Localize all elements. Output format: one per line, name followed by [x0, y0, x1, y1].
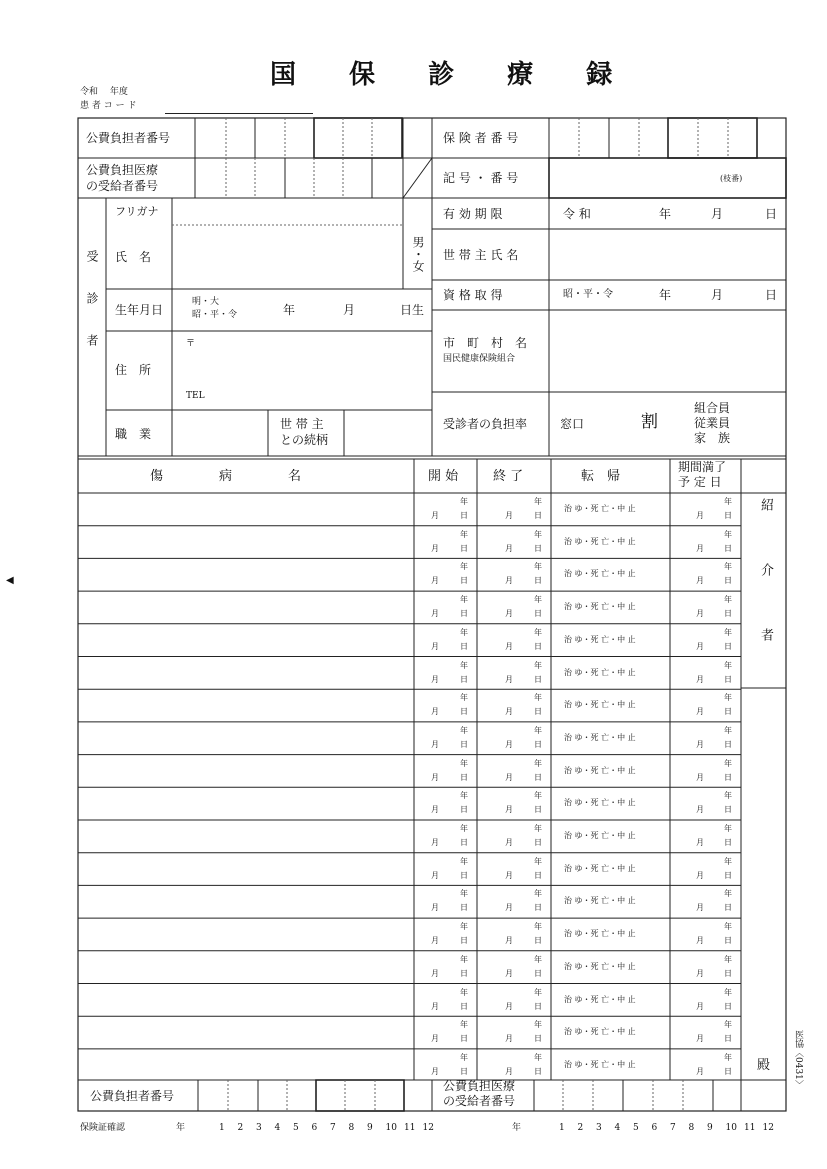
branch-label: (枝番)	[720, 174, 743, 183]
outcome-options[interactable]: 治 ゆ・死 亡・中 止	[564, 602, 636, 612]
symbol-number-label: 記 号 ・ 番 号	[443, 171, 519, 185]
outcome-options[interactable]: 治 ゆ・死 亡・中 止	[564, 896, 636, 906]
birthdate-label: 生年月日	[115, 303, 164, 317]
outcome-options[interactable]: 治 ゆ・死 亡・中 止	[564, 929, 636, 939]
due-year-mark: 年	[724, 693, 732, 703]
start-year-mark: 年	[460, 824, 468, 833]
outcome-options[interactable]: 治 ゆ・死 亡・中 止	[564, 1027, 636, 1037]
kokuho-union-label: 国民健康保険組合	[443, 354, 516, 364]
start-year-mark: 年	[460, 1052, 468, 1062]
start-month-mark: 月	[431, 1066, 439, 1076]
footer-month-2-2[interactable]: 2	[577, 1123, 584, 1133]
end-month-mark: 月	[505, 870, 513, 880]
end-month-mark: 月	[505, 609, 513, 619]
footer-month-2-8[interactable]: 8	[688, 1123, 695, 1133]
start-month-mark: 月	[431, 576, 439, 586]
footer-month-1-4[interactable]: 4	[274, 1123, 281, 1133]
address-label: 住 所	[115, 363, 152, 377]
wari-label: 割	[641, 412, 658, 432]
start-month-mark: 月	[431, 1001, 439, 1011]
end-month-mark: 月	[505, 772, 513, 782]
outcome-options[interactable]: 治 ゆ・死 亡・中 止	[564, 700, 636, 710]
outcome-header: 転 帰	[581, 469, 621, 484]
end-month-mark: 月	[505, 968, 513, 978]
end-year-mark: 年	[534, 1020, 542, 1030]
margin-marker-icon: ◀	[6, 575, 14, 586]
due-month-mark: 月	[696, 936, 704, 946]
end-month-mark: 月	[505, 936, 513, 946]
due-day-mark: 日	[724, 511, 732, 520]
expiry-label: 有 効 期 限	[443, 207, 503, 221]
due-month-mark: 月	[696, 543, 704, 553]
due-header-2: 予 定 日	[678, 475, 722, 489]
start-month-mark: 月	[431, 707, 439, 717]
qualification-day: 日	[765, 288, 778, 302]
introducer-label: 紹介者	[758, 498, 773, 693]
footer-month-1-2[interactable]: 2	[237, 1123, 244, 1133]
start-month-mark: 月	[431, 968, 439, 978]
due-month-mark: 月	[696, 1001, 704, 1011]
due-year-mark: 年	[724, 824, 732, 833]
expiry-era: 令 和	[563, 207, 591, 221]
due-month-mark: 月	[696, 1034, 704, 1044]
footer-month-2-10[interactable]: 10	[725, 1123, 737, 1133]
footer-month-2-9[interactable]: 9	[707, 1123, 713, 1133]
start-day-mark: 日	[460, 674, 468, 684]
start-month-mark: 月	[431, 903, 439, 913]
due-year-mark: 年	[724, 856, 732, 866]
start-day-mark: 日	[460, 936, 468, 946]
outcome-options[interactable]: 治 ゆ・死 亡・中 止	[564, 831, 636, 840]
start-day-mark: 日	[460, 641, 468, 651]
footer-month-2-3[interactable]: 3	[596, 1123, 602, 1133]
start-month-mark: 月	[431, 870, 439, 880]
end-year-mark: 年	[534, 627, 542, 637]
furigana-label: フリガナ	[115, 205, 159, 218]
start-day-mark: 日	[460, 870, 468, 880]
footer-month-1-1[interactable]: 1	[219, 1123, 225, 1133]
start-month-mark: 月	[431, 641, 439, 651]
due-day-mark: 日	[724, 805, 732, 815]
due-year-mark: 年	[724, 889, 732, 899]
end-day-mark: 日	[534, 707, 542, 717]
due-year-mark: 年	[724, 922, 732, 932]
start-month-mark: 月	[431, 674, 439, 684]
start-year-mark: 年	[460, 693, 468, 703]
start-year-mark: 年	[460, 529, 468, 539]
footer-month-2-6[interactable]: 6	[651, 1123, 658, 1133]
start-day-mark: 日	[460, 772, 468, 782]
footer-year-2: 年	[512, 1123, 522, 1133]
end-day-mark: 日	[534, 674, 542, 684]
end-day-mark: 日	[534, 805, 542, 815]
relation-label-2: との続柄	[280, 433, 329, 447]
end-day-mark: 日	[534, 1066, 542, 1076]
footer-month-1-3[interactable]: 3	[256, 1123, 262, 1133]
due-day-mark: 日	[724, 772, 732, 782]
due-month-mark: 月	[696, 674, 704, 684]
start-month-mark: 月	[431, 805, 439, 815]
patient-vertical-label: 受診者	[85, 250, 99, 376]
start-month-mark: 月	[431, 739, 439, 749]
due-month-mark: 月	[696, 805, 704, 815]
footer-month-2-7[interactable]: 7	[670, 1123, 676, 1133]
due-day-mark: 日	[724, 1066, 732, 1076]
recipient-number-label-2: の受給者番号	[86, 179, 159, 193]
end-month-mark: 月	[505, 641, 513, 651]
member-type-1: 組合員	[694, 401, 731, 415]
outcome-options[interactable]: 治 ゆ・死 亡・中 止	[564, 732, 636, 742]
end-month-mark: 月	[505, 903, 513, 913]
member-type-3: 家 族	[694, 431, 731, 445]
tel-label: TEL	[186, 391, 205, 401]
end-month-mark: 月	[505, 805, 513, 815]
start-day-mark: 日	[460, 968, 468, 978]
end-day-mark: 日	[534, 576, 542, 586]
due-month-mark: 月	[696, 838, 704, 847]
outcome-options[interactable]: 治 ゆ・死 亡・中 止	[564, 504, 636, 513]
expiry-day: 日	[765, 207, 778, 221]
due-year-mark: 年	[724, 595, 732, 605]
occupation-label: 職 業	[115, 427, 152, 441]
start-year-mark: 年	[460, 954, 468, 964]
burden-rate-label: 受診者の負担率	[443, 417, 528, 431]
start-year-mark: 年	[460, 922, 468, 932]
due-year-mark: 年	[724, 562, 732, 572]
end-month-mark: 月	[505, 576, 513, 586]
due-year-mark: 年	[724, 758, 732, 768]
due-month-mark: 月	[696, 609, 704, 619]
footer-month-2-1[interactable]: 1	[559, 1123, 565, 1133]
footer-month-2-4[interactable]: 4	[614, 1123, 621, 1133]
end-day-mark: 日	[534, 1001, 542, 1011]
due-year-mark: 年	[724, 725, 732, 735]
end-day-mark: 日	[534, 968, 542, 978]
end-month-mark: 月	[505, 1066, 513, 1076]
page-title: 国 保 診 療 録	[270, 60, 635, 90]
footer-month-1-5[interactable]: 5	[293, 1123, 299, 1133]
start-day-mark: 日	[460, 576, 468, 586]
birth-day: 日生	[400, 303, 425, 317]
due-day-mark: 日	[724, 870, 732, 880]
due-year-mark: 年	[724, 791, 732, 801]
qualification-month: 月	[711, 288, 724, 302]
sex-selector[interactable]: 男・女	[411, 236, 425, 272]
patient-code-label: 患 者 コ ー ド	[80, 101, 137, 111]
start-day-mark: 日	[460, 805, 468, 815]
qualification-label: 資 格 取 得	[443, 288, 503, 302]
due-year-mark: 年	[724, 1020, 732, 1030]
disease-header: 傷 病 名	[150, 469, 312, 484]
start-year-mark: 年	[460, 889, 468, 899]
end-month-mark: 月	[505, 511, 513, 520]
start-day-mark: 日	[460, 511, 468, 520]
start-day-mark: 日	[460, 707, 468, 717]
end-month-mark: 月	[505, 1001, 513, 1011]
recipient-number-label-1: 公費負担医療	[86, 163, 159, 177]
end-header: 終 了	[493, 469, 524, 484]
name-label: 氏 名	[115, 250, 152, 264]
outcome-options[interactable]: 治 ゆ・死 亡・中 止	[564, 634, 636, 644]
end-day-mark: 日	[534, 739, 542, 749]
due-year-mark: 年	[724, 954, 732, 964]
member-type-2: 従業員	[694, 416, 731, 430]
insurance-check-label: 保険証確認	[80, 1123, 126, 1133]
due-day-mark: 日	[724, 576, 732, 586]
due-month-mark: 月	[696, 1066, 704, 1076]
end-year-mark: 年	[534, 856, 542, 866]
start-year-mark: 年	[460, 595, 468, 605]
outcome-options[interactable]: 治 ゆ・死 亡・中 止	[564, 798, 636, 808]
outcome-options[interactable]: 治 ゆ・死 亡・中 止	[564, 994, 636, 1004]
end-year-mark: 年	[534, 693, 542, 703]
end-day-mark: 日	[534, 1034, 542, 1044]
start-year-mark: 年	[460, 497, 468, 506]
due-day-mark: 日	[724, 838, 732, 847]
end-year-mark: 年	[534, 725, 542, 735]
start-month-mark: 月	[431, 543, 439, 553]
due-day-mark: 日	[724, 968, 732, 978]
head-name-label: 世 帯 主 氏 名	[443, 248, 519, 262]
due-day-mark: 日	[724, 1034, 732, 1044]
end-month-mark: 月	[505, 674, 513, 684]
end-year-mark: 年	[534, 595, 542, 605]
footer-month-1-11[interactable]: 11	[404, 1123, 416, 1133]
outcome-options[interactable]: 治 ゆ・死 亡・中 止	[564, 569, 636, 579]
end-year-mark: 年	[534, 791, 542, 801]
due-day-mark: 日	[724, 707, 732, 717]
start-year-mark: 年	[460, 856, 468, 866]
end-year-mark: 年	[534, 529, 542, 539]
end-year-mark: 年	[534, 954, 542, 964]
end-day-mark: 日	[534, 903, 542, 913]
due-year-mark: 年	[724, 497, 732, 506]
outcome-options[interactable]: 治 ゆ・死 亡・中 止	[564, 863, 636, 873]
relation-label-1: 世 帯 主	[280, 417, 324, 431]
due-year-mark: 年	[724, 987, 732, 997]
form-code: 医協〈0431〉	[793, 1030, 803, 1089]
expiry-year: 年	[659, 207, 672, 221]
end-month-mark: 月	[505, 739, 513, 749]
birth-era-1: 明・大	[192, 297, 220, 307]
due-month-mark: 月	[696, 707, 704, 717]
start-day-mark: 日	[460, 609, 468, 619]
footer-month-2-11[interactable]: 11	[744, 1123, 756, 1133]
due-day-mark: 日	[724, 1001, 732, 1011]
municipality-label: 市 町 村 名	[443, 336, 528, 350]
start-month-mark: 月	[431, 609, 439, 619]
start-month-mark: 月	[431, 838, 439, 847]
outcome-options[interactable]: 治 ゆ・死 亡・中 止	[564, 536, 636, 546]
end-day-mark: 日	[534, 772, 542, 782]
start-day-mark: 日	[460, 543, 468, 553]
start-year-mark: 年	[460, 725, 468, 735]
footer-month-1-6[interactable]: 6	[311, 1123, 318, 1133]
start-month-mark: 月	[431, 1034, 439, 1044]
start-month-mark: 月	[431, 772, 439, 782]
due-month-mark: 月	[696, 968, 704, 978]
start-day-mark: 日	[460, 1066, 468, 1076]
end-year-mark: 年	[534, 660, 542, 670]
due-month-mark: 月	[696, 739, 704, 749]
footer-month-2-5[interactable]: 5	[633, 1123, 639, 1133]
start-year-mark: 年	[460, 758, 468, 768]
start-day-mark: 日	[460, 838, 468, 847]
start-year-mark: 年	[460, 1020, 468, 1030]
end-day-mark: 日	[534, 936, 542, 946]
due-month-mark: 月	[696, 511, 704, 520]
start-day-mark: 日	[460, 903, 468, 913]
expiry-month: 月	[711, 207, 724, 221]
due-year-mark: 年	[724, 529, 732, 539]
due-day-mark: 日	[724, 936, 732, 946]
due-header-1: 期間満了	[678, 460, 727, 474]
end-year-mark: 年	[534, 987, 542, 997]
start-year-mark: 年	[460, 627, 468, 637]
start-year-mark: 年	[460, 660, 468, 670]
footer-month-1-9[interactable]: 9	[367, 1123, 373, 1133]
outcome-options[interactable]: 治 ゆ・死 亡・中 止	[564, 961, 636, 971]
outcome-options[interactable]: 治 ゆ・死 亡・中 止	[564, 667, 636, 677]
start-year-mark: 年	[460, 987, 468, 997]
birth-year: 年	[283, 303, 296, 317]
end-month-mark: 月	[505, 1034, 513, 1044]
footer-month-2-12[interactable]: 12	[762, 1123, 774, 1133]
start-month-mark: 月	[431, 511, 439, 520]
birth-era-2: 昭・平・令	[192, 310, 238, 320]
due-month-mark: 月	[696, 576, 704, 586]
end-month-mark: 月	[505, 543, 513, 553]
end-day-mark: 日	[534, 641, 542, 651]
end-year-mark: 年	[534, 497, 542, 506]
footer-month-1-10[interactable]: 10	[385, 1123, 397, 1133]
end-year-mark: 年	[534, 1052, 542, 1062]
start-header: 開 始	[428, 469, 459, 484]
start-day-mark: 日	[460, 739, 468, 749]
start-year-mark: 年	[460, 791, 468, 801]
footer-month-1-8[interactable]: 8	[348, 1123, 355, 1133]
due-day-mark: 日	[724, 641, 732, 651]
due-day-mark: 日	[724, 609, 732, 619]
due-month-mark: 月	[696, 641, 704, 651]
end-year-mark: 年	[534, 889, 542, 899]
dono-label: 殿	[757, 1058, 771, 1073]
qualification-year: 年	[659, 288, 672, 302]
due-year-mark: 年	[724, 627, 732, 637]
start-year-mark: 年	[460, 562, 468, 572]
birth-month: 月	[343, 303, 356, 317]
end-day-mark: 日	[534, 543, 542, 553]
payer-number-label: 公費負担者番号	[86, 131, 171, 145]
due-month-mark: 月	[696, 772, 704, 782]
end-year-mark: 年	[534, 562, 542, 572]
postal-mark: 〒	[186, 339, 196, 349]
footer-month-1-12[interactable]: 12	[422, 1123, 434, 1133]
end-year-mark: 年	[534, 758, 542, 768]
start-day-mark: 日	[460, 1034, 468, 1044]
outcome-options[interactable]: 治 ゆ・死 亡・中 止	[564, 1059, 636, 1069]
outcome-options[interactable]: 治 ゆ・死 亡・中 止	[564, 765, 636, 775]
start-day-mark: 日	[460, 1001, 468, 1011]
bottom-recipient-label-1: 公費負担医療	[443, 1079, 516, 1093]
end-day-mark: 日	[534, 511, 542, 520]
due-year-mark: 年	[724, 660, 732, 670]
bottom-recipient-label-2: の受給者番号	[443, 1094, 516, 1108]
end-day-mark: 日	[534, 838, 542, 847]
end-day-mark: 日	[534, 870, 542, 880]
footer-month-1-7[interactable]: 7	[330, 1123, 336, 1133]
end-year-mark: 年	[534, 824, 542, 833]
due-month-mark: 月	[696, 903, 704, 913]
fiscal-year-label: 令和 年度	[80, 87, 128, 97]
footer-year-1: 年	[176, 1123, 186, 1133]
due-day-mark: 日	[724, 739, 732, 749]
bottom-payer-label: 公費負担者番号	[90, 1089, 175, 1103]
end-year-mark: 年	[534, 922, 542, 932]
due-day-mark: 日	[724, 903, 732, 913]
qualification-era: 昭・平・令	[563, 289, 613, 300]
due-day-mark: 日	[724, 543, 732, 553]
due-month-mark: 月	[696, 870, 704, 880]
end-day-mark: 日	[534, 609, 542, 619]
end-month-mark: 月	[505, 707, 513, 717]
insurer-number-label: 保 険 者 番 号	[443, 131, 519, 145]
start-month-mark: 月	[431, 936, 439, 946]
due-year-mark: 年	[724, 1052, 732, 1062]
window-label: 窓口	[560, 417, 585, 431]
end-month-mark: 月	[505, 838, 513, 847]
due-day-mark: 日	[724, 674, 732, 684]
